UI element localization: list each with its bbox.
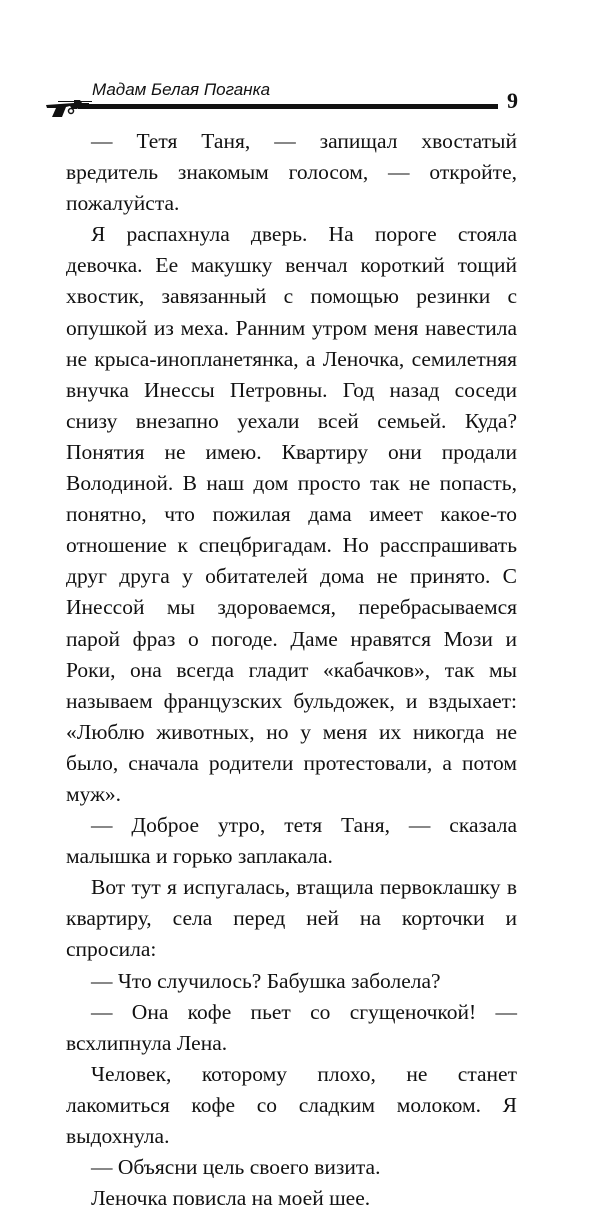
paragraph: Леночка повисла на моей шее. <box>91 1186 371 1211</box>
paragraph: — Объясни цель своего визита. <box>91 1155 381 1180</box>
paragraph: — Она кофе пьет со сгущеночкой! — всхлипнула Лена. <box>66 999 517 1055</box>
paragraph: Я распахнула дверь. На пороге стояла девочка. Ее макушку венчал короткий тощий хвостик, завязанный с помощью резинки с опушкой из меха. Ранним утром меня навестила не крыса-инопланетянка, а Леночка, семилетняя внучка Инессы Петровны. Год назад соседи снизу внезапно уехали всей семьей. Куда? Понятия не имею. Квартиру они продали Володиной. В наш дом просто так не попасть, понятно, что пожилая дама имеет какое-то отношение к спецбригадам. Но расспрашивать друг друга у обитателей дома не принято. С Инессой мы здороваемся, перебрасываемся парой фраз о погоде. Даме нравятся Мози и Роки, она всегда гладит «кабачков», так мы называем французских бульдожек, и вздыхает: «Люблю животных, но у меня их никогда не было, сначала родители протестовали, а потом муж». <box>66 222 517 806</box>
paragraph: — Что случилось? Бабушка заболела? <box>91 968 441 993</box>
paragraph: Вот тут я испугалась, втащила первоклашку в квартиру, села перед ней на корточки и спросила: <box>66 875 517 962</box>
running-header <box>0 0 605 130</box>
paragraph: Человек, которому плохо, не станет лакомиться кофе со сладким молоком. Я выдохнула. <box>66 1061 517 1148</box>
paragraph: — Доброе утро, тетя Таня, — сказала малышка и горько заплакала. <box>66 813 517 869</box>
page-body <box>66 126 517 1214</box>
page-number: 9 <box>507 88 518 113</box>
paragraph: — Тетя Таня, — запищал хвостатый вредитель знакомым голосом, — откройте, пожалуйста. <box>66 129 517 216</box>
book-title: Мадам Белая Поганка <box>92 80 271 99</box>
header-rule <box>78 104 498 109</box>
